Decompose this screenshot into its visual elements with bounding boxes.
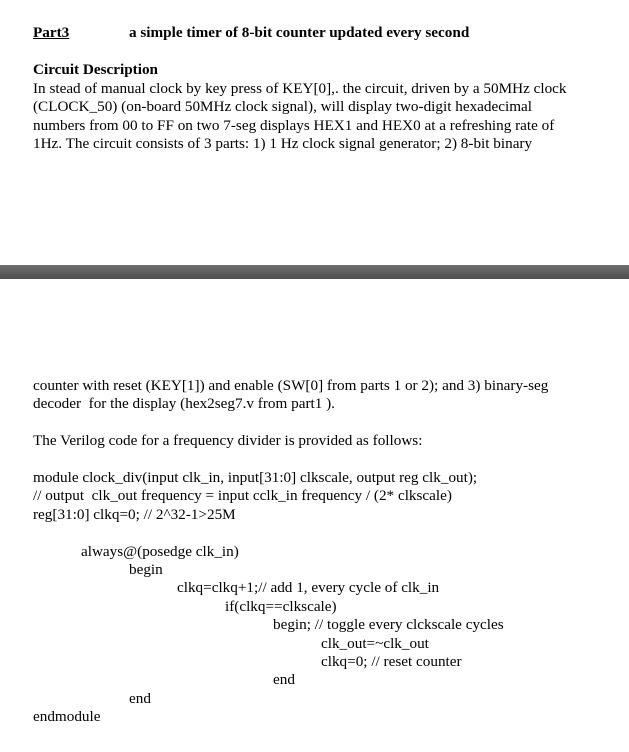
part-label: Part3 <box>33 24 70 41</box>
code-end-outer: end <box>129 690 151 707</box>
part-title: a simple timer of 8-bit counter updated every second <box>129 24 470 41</box>
paragraph-line: decoder for the display (hex2seg7.v from part1 ). <box>33 395 335 412</box>
paragraph-line: (CLOCK_50) (on-board 50MHz clock signal), will display two-digit hexadecimal <box>33 98 532 115</box>
code-begin-inner: begin; // toggle every clckscale cycles <box>273 616 504 633</box>
code-always: always@(posedge clk_in) <box>81 543 239 560</box>
page-separator <box>0 265 629 279</box>
paragraph-line: 1Hz. The circuit consists of 3 parts: 1) 1 Hz clock signal generator; 2) 8-bit binary <box>33 135 533 152</box>
code-reg-decl: reg[31:0] clkq=0; // 2^32-1>25M <box>33 506 236 523</box>
code-end-inner: end <box>273 671 295 688</box>
verilog-intro: The Verilog code for a frequency divider is provided as follows: <box>33 432 423 449</box>
part-heading <box>33 24 469 42</box>
circuit-description-heading: Circuit Description <box>33 61 159 78</box>
code-comment: // output clk_out frequency = input cclk_in frequency / (2* clkscale) <box>33 487 452 504</box>
code-if: if(clkq==clkscale) <box>225 598 337 615</box>
paragraph-line: counter with reset (KEY[1]) and enable (SW[0] from parts 1 or 2); and 3) binary-seg <box>33 377 549 394</box>
code-module-decl: module clock_div(input clk_in, input[31:0] clkscale, output reg clk_out); <box>33 469 478 486</box>
document-page-bottom <box>0 279 629 752</box>
document-page-top <box>0 0 629 265</box>
code-begin-outer: begin <box>129 561 163 578</box>
code-increment: clkq=clkq+1;// add 1, every cycle of clk_in <box>177 579 440 596</box>
code-toggle: clk_out=~clk_out <box>321 635 429 652</box>
code-reset: clkq=0; // reset counter <box>321 653 462 670</box>
paragraph-line: numbers from 00 to FF on two 7-seg displays HEX1 and HEX0 at a refreshing rate of <box>33 117 555 134</box>
paragraph-line: In stead of manual clock by key press of KEY[0],. the circuit, driven by a 50MHz clock <box>33 80 567 97</box>
code-endmodule: endmodule <box>33 708 101 725</box>
